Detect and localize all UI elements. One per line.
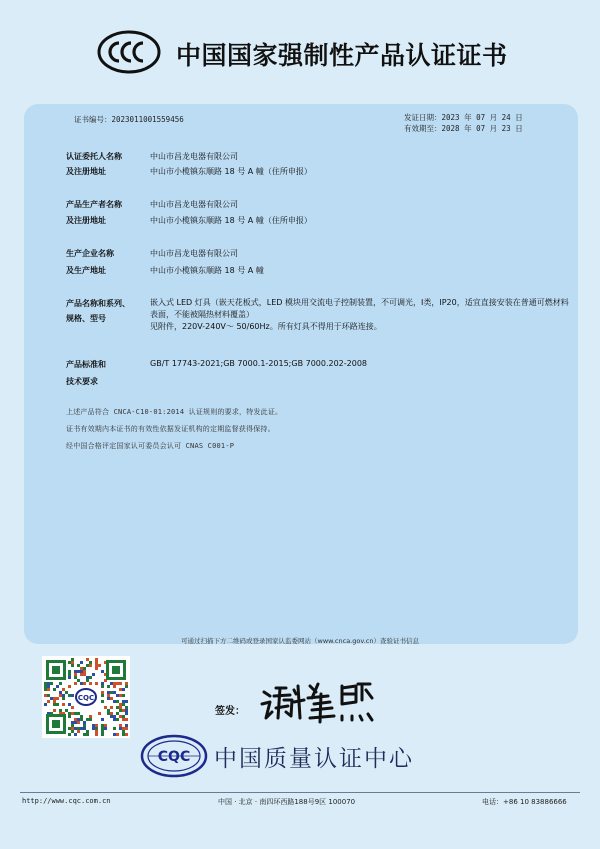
standard-label-1: 产品标准和 [66, 360, 106, 369]
note-accreditation: 经中国合格评定国家认可委员会认可 CNAS C001-P [66, 442, 235, 450]
manufacturer-name: 中山市昌龙电器有限公司 [150, 200, 238, 209]
applicant-name: 中山市昌龙电器有限公司 [150, 152, 238, 161]
handwritten-signature [258, 678, 376, 726]
factory-addr-label: 及生产地址 [66, 266, 106, 275]
applicant-address: 中山市小榄镇东顺路 18 号 A 幢（住所申报） [150, 167, 312, 176]
footer-website[interactable]: http://www.cqc.com.cn [22, 797, 111, 805]
qr-code-icon [42, 656, 130, 738]
applicant-label: 认证委托人名称 [66, 152, 122, 161]
footer-address: 中国 · 北京 · 南四环西路188号9区 100070 [218, 798, 356, 806]
factory-address: 中山市小榄镇东顺路 18 号 A 幢 [150, 266, 264, 275]
product-standards: GB/T 17743-2021;GB 7000.1-2015;GB 7000.202-2008 [150, 359, 368, 368]
note-conformity: 上述产品符合 CNCA-C10-01:2014 认证规则的要求，特发此证。 [66, 408, 283, 416]
expiry-date [404, 123, 523, 134]
product-label-2: 规格、型号 [66, 314, 106, 323]
ccc-mark-icon [97, 30, 161, 74]
standard-label-2: 技术要求 [66, 377, 98, 386]
manufacturer-label: 产品生产者名称 [66, 200, 122, 209]
issue-date-label: 发证日期： [404, 113, 442, 122]
expiry-date-label: 有效期至： [404, 124, 442, 133]
cert-no-value: 2023011001559456 [111, 115, 184, 124]
factory-name: 中山市昌龙电器有限公司 [150, 249, 238, 258]
product-description [150, 297, 570, 333]
manufacturer-addr-label: 及注册地址 [66, 216, 106, 225]
factory-label: 生产企业名称 [66, 249, 114, 258]
certificate-number [74, 114, 184, 125]
certificate-panel [24, 104, 578, 644]
product-label-1: 产品名称和系列、 [66, 299, 130, 308]
cert-no-label: 证书编号： [74, 115, 112, 124]
svg-text:CQC: CQC [77, 694, 95, 702]
cqc-logo-icon [140, 734, 208, 778]
applicant-addr-label: 及注册地址 [66, 167, 106, 176]
scan-verification-note: 可通过扫描下方二维码或登录国家认监委网站（www.cnca.gov.cn）查验证书信息 [181, 637, 419, 645]
certificate-title: 中国国家强制性产品认证证书 [176, 41, 508, 70]
footer-phone: 电话：+86 10 83886666 [482, 798, 567, 806]
note-validity: 证书有效期内本证书的有效性依据发证机构的定期监督获得保持。 [66, 425, 275, 433]
footer-divider [20, 792, 580, 793]
product-desc-line-2: 见附件，220V-240V～ 50/60Hz。所有灯具不得用于环路连接。 [150, 322, 382, 331]
product-desc-line-1: 嵌入式 LED 灯具（嵌天花板式，LED 模块用交流电子控制装置，不可调光，Ⅰ类，IP20，适宜直接安装在普通可燃材料表面，不能被隔热材料覆盖） [150, 298, 569, 319]
issue-date-value: 2023 年 07 月 24 日 [441, 113, 523, 122]
manufacturer-address: 中山市小榄镇东顺路 18 号 A 幢（住所申报） [150, 216, 312, 225]
expiry-date-value: 2028 年 07 月 23 日 [441, 124, 523, 133]
svg-text:CQC: CQC [157, 749, 191, 765]
signature-label: 签发： [215, 706, 245, 717]
organization-name: 中国质量认证中心 [214, 746, 414, 772]
header [0, 24, 600, 84]
issue-date [404, 112, 523, 123]
